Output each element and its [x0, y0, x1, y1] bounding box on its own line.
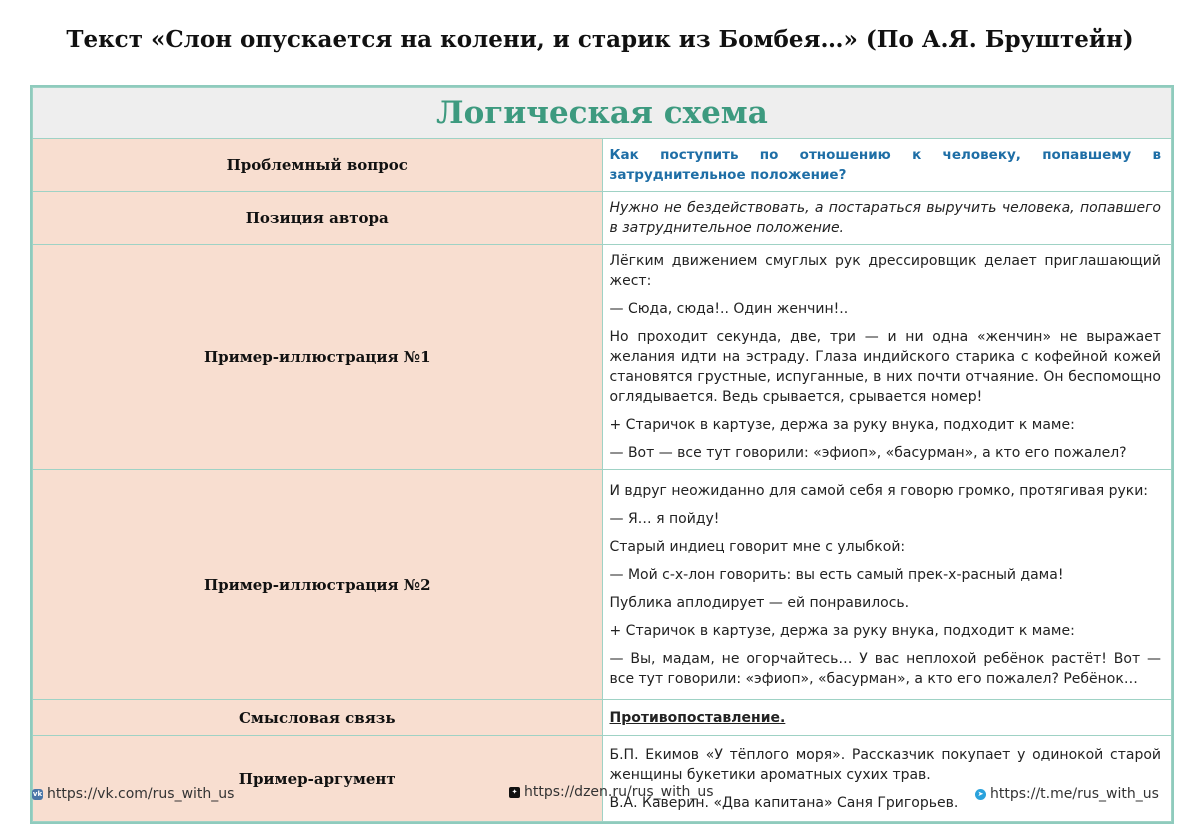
row-label: Пример-иллюстрация №2 — [33, 470, 603, 700]
row-content — [602, 470, 1172, 700]
row-problem-question — [33, 139, 1172, 192]
author-position-text: Нужно не бездействовать, а постараться выручить человека, попавшего в затруднительное положение. — [609, 200, 1161, 236]
row-content — [602, 139, 1172, 192]
paragraph: — Я… я пойду! — [609, 510, 720, 527]
logic-scheme-table — [30, 85, 1174, 824]
problem-question-text: Как поступить по отношению к человеку, попавшему в затруднительное положение? — [609, 147, 1161, 183]
paragraph: Публика аплодирует — ей понравилось. — [609, 594, 910, 611]
vk-url[interactable]: https://vk.com/rus_with_us — [47, 786, 235, 802]
telegram-icon: ➤ — [975, 789, 986, 800]
row-label: Проблемный вопрос — [33, 139, 603, 192]
footer-telegram-link[interactable] — [975, 786, 1159, 802]
paragraph: — Вы, мадам, не огорчайтесь… У вас неплохой ребёнок растёт! Вот — все тут говорили: «эфиоп», «басурман», а кто его пожалел? Ребёнок… — [609, 650, 1161, 687]
table-heading: Логическая схема — [33, 88, 1172, 139]
paragraph: В.А. Каверин. «Два капитана» Саня Григорьев. — [609, 794, 959, 811]
footer-vk-link[interactable] — [32, 786, 234, 802]
paragraph: — Вот — все тут говорили: «эфиоп», «басурман», а кто его пожалел? — [609, 445, 1127, 461]
row-label: Смысловая связь — [33, 700, 603, 736]
paragraph: + Старичок в картузе, держа за руку внука, подходит к маме: — [609, 622, 1075, 639]
paragraph: Б.П. Екимов «У тёплого моря». Рассказчик покупает у одинокой старой женщины букетики ароматных сухих трав. — [609, 746, 1161, 783]
row-label: Пример-иллюстрация №1 — [33, 245, 603, 470]
paragraph: И вдруг неожиданно для самой себя я говорю громко, протягивая руки: — [609, 482, 1149, 499]
row-content — [602, 192, 1172, 245]
row-content — [602, 700, 1172, 736]
paragraph: + Старичок в картузе, держа за руку внука, подходит к маме: — [609, 417, 1075, 433]
row-label: Пример-аргумент — [33, 736, 603, 822]
footer-dzen-link[interactable] — [509, 784, 714, 800]
dzen-url[interactable]: https://dzen.ru/rus_with_us — [524, 784, 714, 800]
row-illustration-2 — [33, 470, 1172, 700]
paragraph: — Сюда, сюда!.. Один женчин!.. — [609, 301, 849, 317]
semantic-link-text: Противопоставление. — [609, 709, 786, 726]
dzen-icon: ✦ — [509, 787, 520, 798]
paragraph: Лёгким движением смуглых рук дрессировщик делает приглашающий жест: — [609, 253, 1161, 289]
paragraph: Старый индиец говорит мне с улыбкой: — [609, 538, 906, 555]
telegram-url[interactable]: https://t.me/rus_with_us — [990, 786, 1159, 802]
paragraph: — Мой с-х-лон говорить: вы есть самый прек-х-расный дама! — [609, 566, 1064, 583]
row-argument-example — [33, 736, 1172, 822]
row-content — [602, 245, 1172, 470]
row-semantic-link — [33, 700, 1172, 736]
row-author-position — [33, 192, 1172, 245]
row-label: Позиция автора — [33, 192, 603, 245]
page-title: Текст «Слон опускается на колени, и старик из Бомбея…» (По А.Я. Бруштейн) — [66, 26, 1134, 53]
paragraph: Но проходит секунда, две, три — и ни одна «женчин» не выражает желания идти на эстраду. Глаза индийского старика с кофейной кожей становятся грустные, испуганные, в них почти отчаяние. Он беспомощно оглядывается. Ведь срывается, срывается номер! — [609, 329, 1161, 405]
row-illustration-1 — [33, 245, 1172, 470]
vk-icon: vk — [32, 789, 43, 798]
row-content — [602, 736, 1172, 822]
